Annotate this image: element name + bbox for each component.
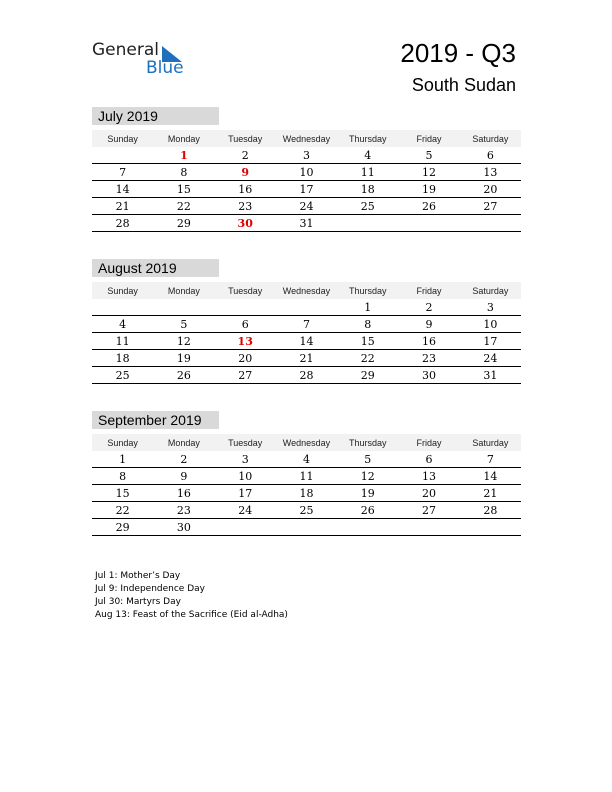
day-cell: 5	[398, 147, 459, 164]
day-cell: 22	[153, 198, 214, 215]
weekday-header: Tuesday	[215, 130, 276, 147]
month-label: July 2019	[92, 107, 219, 125]
day-cell: 27	[460, 198, 521, 215]
weekday-header: Thursday	[337, 282, 398, 299]
day-cell: 6	[215, 316, 276, 333]
weekday-header: Monday	[153, 434, 214, 451]
weekday-header-row	[92, 282, 521, 299]
day-cell: 16	[398, 333, 459, 350]
day-cell: 27	[398, 502, 459, 519]
month-table	[92, 282, 521, 384]
week-row	[92, 181, 521, 198]
day-cell: 21	[460, 485, 521, 502]
day-cell: 25	[276, 502, 337, 519]
day-cell: 25	[337, 198, 398, 215]
day-cell: 2	[153, 451, 214, 468]
empty-day-cell	[276, 519, 337, 536]
day-cell: 3	[276, 147, 337, 164]
day-cell: 20	[215, 350, 276, 367]
day-cell: 22	[92, 502, 153, 519]
week-row	[92, 468, 521, 485]
day-cell: 25	[92, 367, 153, 384]
day-cell: 24	[215, 502, 276, 519]
empty-day-cell	[460, 215, 521, 232]
day-cell: 19	[337, 485, 398, 502]
day-cell: 29	[92, 519, 153, 536]
day-cell: 4	[337, 147, 398, 164]
week-row	[92, 485, 521, 502]
empty-day-cell	[92, 147, 153, 164]
day-cell: 12	[398, 164, 459, 181]
day-cell: 16	[215, 181, 276, 198]
weekday-header-row	[92, 130, 521, 147]
weekday-header: Saturday	[460, 282, 521, 299]
day-cell: 31	[276, 215, 337, 232]
weekday-header: Monday	[153, 130, 214, 147]
week-row	[92, 367, 521, 384]
day-cell: 14	[276, 333, 337, 350]
day-cell: 27	[215, 367, 276, 384]
day-cell: 1	[92, 451, 153, 468]
weekday-header: Thursday	[337, 130, 398, 147]
day-cell: 29	[153, 215, 214, 232]
weekday-header: Tuesday	[215, 282, 276, 299]
day-cell: 15	[153, 181, 214, 198]
day-cell: 28	[276, 367, 337, 384]
week-row	[92, 198, 521, 215]
day-cell: 17	[460, 333, 521, 350]
week-row	[92, 164, 521, 181]
day-cell: 6	[460, 147, 521, 164]
month-block	[92, 259, 521, 384]
day-cell: 7	[92, 164, 153, 181]
weekday-header-row	[92, 434, 521, 451]
day-cell: 26	[153, 367, 214, 384]
day-cell: 20	[460, 181, 521, 198]
day-cell: 5	[337, 451, 398, 468]
week-row	[92, 519, 521, 536]
day-cell: 11	[276, 468, 337, 485]
holiday-notes	[95, 570, 288, 622]
day-cell: 3	[460, 299, 521, 316]
day-cell: 21	[276, 350, 337, 367]
month-table	[92, 130, 521, 232]
day-cell: 11	[337, 164, 398, 181]
empty-day-cell	[215, 519, 276, 536]
day-cell: 7	[276, 316, 337, 333]
day-cell: 3	[215, 451, 276, 468]
day-cell: 4	[276, 451, 337, 468]
weekday-header: Sunday	[92, 130, 153, 147]
weekday-header: Sunday	[92, 434, 153, 451]
day-cell: 30	[215, 215, 276, 232]
day-cell: 10	[276, 164, 337, 181]
weekday-header: Wednesday	[276, 282, 337, 299]
day-cell: 23	[153, 502, 214, 519]
day-cell: 28	[460, 502, 521, 519]
empty-day-cell	[215, 299, 276, 316]
day-cell: 9	[153, 468, 214, 485]
day-cell: 21	[92, 198, 153, 215]
week-row	[92, 147, 521, 164]
week-row	[92, 299, 521, 316]
empty-day-cell	[398, 519, 459, 536]
day-cell: 14	[92, 181, 153, 198]
logo-text-blue: Blue	[146, 58, 184, 78]
day-cell: 13	[215, 333, 276, 350]
weekday-header: Wednesday	[276, 130, 337, 147]
day-cell: 6	[398, 451, 459, 468]
day-cell: 15	[337, 333, 398, 350]
day-cell: 24	[460, 350, 521, 367]
month-block	[92, 411, 521, 536]
day-cell: 18	[92, 350, 153, 367]
day-cell: 24	[276, 198, 337, 215]
day-cell: 11	[92, 333, 153, 350]
weekday-header: Sunday	[92, 282, 153, 299]
week-row	[92, 333, 521, 350]
day-cell: 18	[337, 181, 398, 198]
day-cell: 2	[215, 147, 276, 164]
day-cell: 30	[398, 367, 459, 384]
day-cell: 17	[215, 485, 276, 502]
day-cell: 26	[337, 502, 398, 519]
week-row	[92, 502, 521, 519]
logo-text-general: General	[92, 40, 159, 60]
day-cell: 30	[153, 519, 214, 536]
day-cell: 23	[398, 350, 459, 367]
day-cell: 29	[337, 367, 398, 384]
day-cell: 17	[276, 181, 337, 198]
empty-day-cell	[460, 519, 521, 536]
day-cell: 26	[398, 198, 459, 215]
day-cell: 13	[460, 164, 521, 181]
day-cell: 13	[398, 468, 459, 485]
day-cell: 12	[153, 333, 214, 350]
day-cell: 23	[215, 198, 276, 215]
weekday-header: Tuesday	[215, 434, 276, 451]
week-row	[92, 215, 521, 232]
day-cell: 5	[153, 316, 214, 333]
day-cell: 12	[337, 468, 398, 485]
empty-day-cell	[153, 299, 214, 316]
page-title: 2019 - Q3	[400, 38, 516, 68]
day-cell: 14	[460, 468, 521, 485]
empty-day-cell	[337, 215, 398, 232]
weekday-header: Saturday	[460, 130, 521, 147]
week-row	[92, 451, 521, 468]
weekday-header: Friday	[398, 434, 459, 451]
week-row	[92, 316, 521, 333]
empty-day-cell	[92, 299, 153, 316]
day-cell: 9	[398, 316, 459, 333]
day-cell: 2	[398, 299, 459, 316]
day-cell: 22	[337, 350, 398, 367]
day-cell: 31	[460, 367, 521, 384]
weekday-header: Friday	[398, 282, 459, 299]
weekday-header: Monday	[153, 282, 214, 299]
day-cell: 8	[337, 316, 398, 333]
weekday-header: Wednesday	[276, 434, 337, 451]
day-cell: 10	[215, 468, 276, 485]
day-cell: 15	[92, 485, 153, 502]
day-cell: 9	[215, 164, 276, 181]
month-block	[92, 107, 521, 232]
month-label: September 2019	[92, 411, 219, 429]
day-cell: 19	[153, 350, 214, 367]
holiday-note: Jul 1: Mother’s Day	[95, 571, 181, 581]
day-cell: 7	[460, 451, 521, 468]
day-cell: 10	[460, 316, 521, 333]
day-cell: 16	[153, 485, 214, 502]
empty-day-cell	[276, 299, 337, 316]
month-table	[92, 434, 521, 536]
empty-day-cell	[398, 215, 459, 232]
day-cell: 20	[398, 485, 459, 502]
week-row	[92, 350, 521, 367]
month-label: August 2019	[92, 259, 219, 277]
holiday-note: Aug 13: Feast of the Sacrifice (Eid al-Adha)	[95, 610, 288, 620]
day-cell: 8	[92, 468, 153, 485]
holiday-note: Jul 30: Martyrs Day	[95, 597, 181, 607]
weekday-header: Thursday	[337, 434, 398, 451]
weekday-header: Friday	[398, 130, 459, 147]
day-cell: 4	[92, 316, 153, 333]
empty-day-cell	[337, 519, 398, 536]
holiday-note: Jul 9: Independence Day	[95, 584, 205, 594]
day-cell: 19	[398, 181, 459, 198]
day-cell: 8	[153, 164, 214, 181]
country-name: South Sudan	[411, 75, 516, 95]
day-cell: 1	[337, 299, 398, 316]
weekday-header: Saturday	[460, 434, 521, 451]
day-cell: 1	[153, 147, 214, 164]
day-cell: 28	[92, 215, 153, 232]
brand-logo	[92, 40, 192, 80]
day-cell: 18	[276, 485, 337, 502]
